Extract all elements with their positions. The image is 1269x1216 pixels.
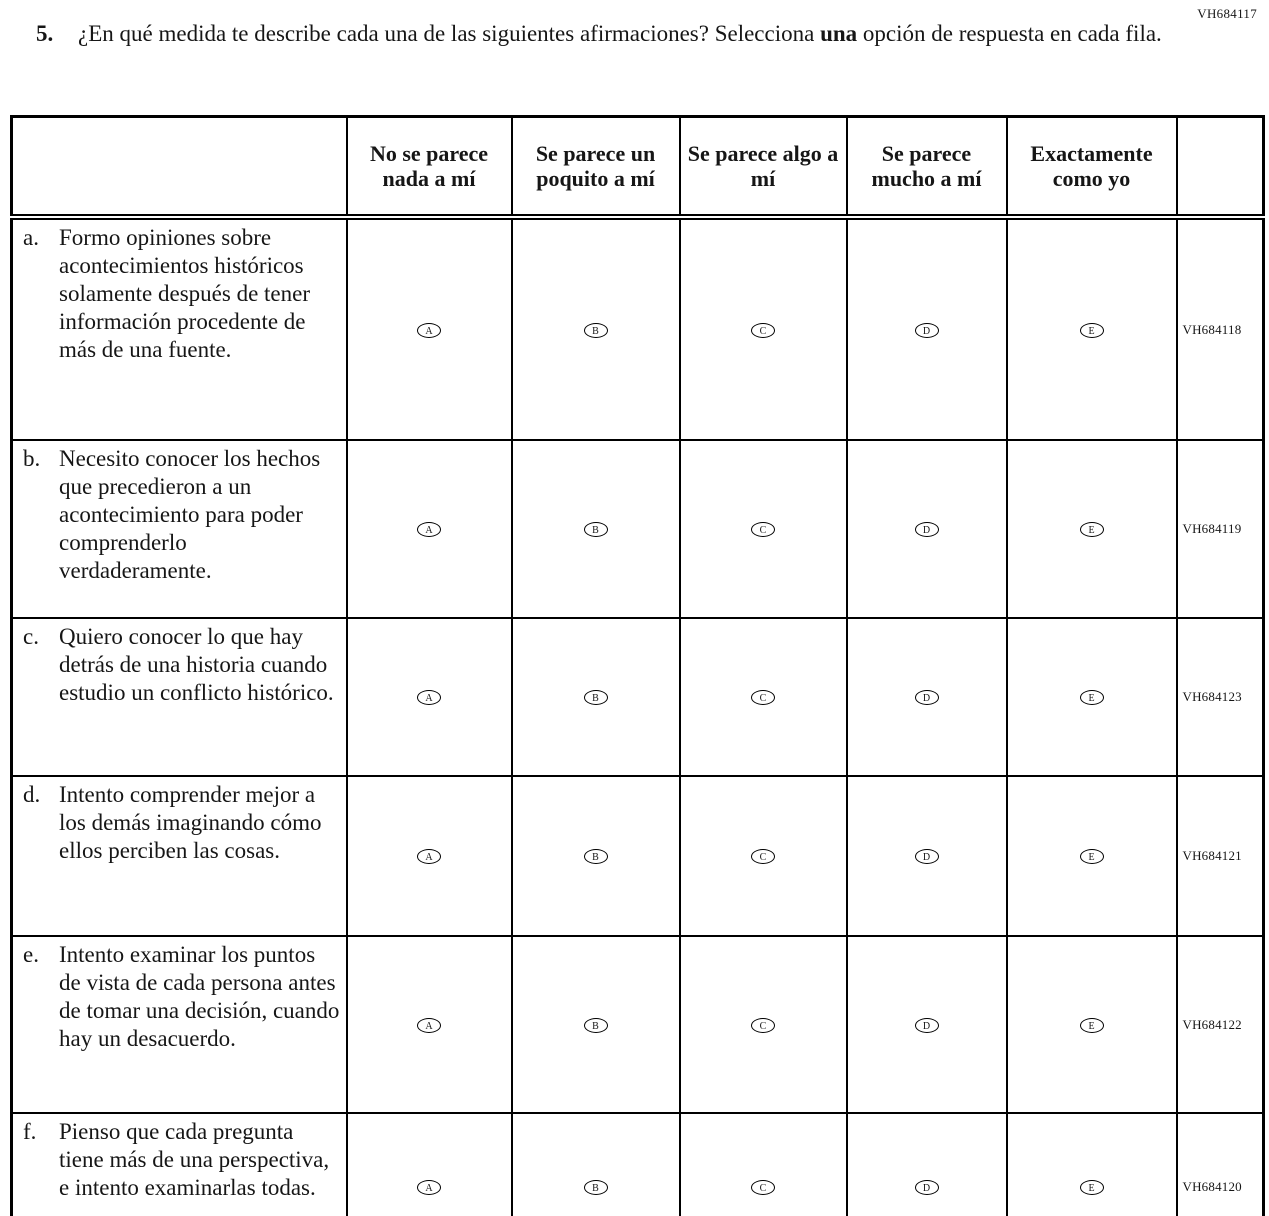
question-text	[78, 20, 1162, 49]
option-cell	[680, 618, 847, 776]
option-cell	[680, 217, 847, 440]
row-text: Formo opiniones sobre acontecimientos históricos solamente después de tener información procedente de más de una fuente.	[59, 225, 310, 363]
option-bubble-e[interactable]: E	[1080, 849, 1104, 864]
table-row-c	[12, 618, 1264, 776]
option-cell	[847, 1113, 1007, 1216]
option-cell	[347, 440, 512, 618]
option-bubble-a[interactable]: A	[417, 323, 441, 338]
option-bubble-b[interactable]: B	[584, 690, 608, 705]
row-text: Necesito conocer los hechos que precedieron a un acontecimiento para poder comprenderlo verdaderamente.	[59, 446, 321, 584]
option-cell	[1007, 440, 1177, 618]
statement-cell	[12, 217, 347, 440]
row-label: c.	[23, 624, 39, 649]
code-column-header	[1177, 117, 1264, 218]
option-cell	[1007, 936, 1177, 1113]
form-code: VH684117	[1197, 6, 1257, 21]
row-label: e.	[23, 942, 39, 967]
option-cell	[512, 776, 680, 936]
option-bubble-d[interactable]: D	[915, 1018, 939, 1033]
response-grid	[10, 115, 1265, 1216]
row-text: Intento comprender mejor a los demás imaginando cómo ellos perciben las cosas.	[59, 782, 322, 864]
row-code: VH684123	[1177, 618, 1264, 776]
question	[36, 20, 1209, 49]
option-cell	[1007, 776, 1177, 936]
statement-column-header	[12, 117, 347, 218]
table-row-e	[12, 936, 1264, 1113]
option-cell	[512, 217, 680, 440]
statement-cell	[12, 1113, 347, 1216]
option-cell	[1007, 217, 1177, 440]
option-cell	[680, 440, 847, 618]
row-label: f.	[23, 1119, 37, 1144]
statement-cell	[12, 440, 347, 618]
row-label: b.	[23, 446, 41, 471]
option-cell	[347, 618, 512, 776]
row-code: VH684122	[1177, 936, 1264, 1113]
option-cell	[512, 1113, 680, 1216]
table-row-a	[12, 217, 1264, 440]
option-bubble-e[interactable]: E	[1080, 1180, 1104, 1195]
option-cell	[512, 440, 680, 618]
option-cell	[1007, 1113, 1177, 1216]
option-bubble-e[interactable]: E	[1080, 522, 1104, 537]
row-code: VH684120	[1177, 1113, 1264, 1216]
column-header-somewhat-like-me: Se parece algo a mí	[680, 117, 847, 218]
option-bubble-a[interactable]: A	[417, 522, 441, 537]
option-cell	[847, 776, 1007, 936]
option-bubble-e[interactable]: E	[1080, 1018, 1104, 1033]
option-bubble-a[interactable]: A	[417, 1180, 441, 1195]
option-cell	[512, 618, 680, 776]
row-code: VH684121	[1177, 776, 1264, 936]
option-cell	[347, 1113, 512, 1216]
statement-cell	[12, 618, 347, 776]
option-bubble-b[interactable]: B	[584, 522, 608, 537]
option-bubble-e[interactable]: E	[1080, 690, 1104, 705]
option-cell	[680, 936, 847, 1113]
option-bubble-a[interactable]: A	[417, 849, 441, 864]
option-cell	[847, 217, 1007, 440]
option-bubble-d[interactable]: D	[915, 849, 939, 864]
option-bubble-b[interactable]: B	[584, 849, 608, 864]
option-bubble-b[interactable]: B	[584, 1018, 608, 1033]
option-cell	[847, 936, 1007, 1113]
row-label: d.	[23, 782, 41, 807]
row-text: Intento examinar los puntos de vista de cada persona antes de tomar una decisión, cuando hay un desacuerdo.	[59, 942, 340, 1052]
option-cell	[512, 936, 680, 1113]
question-number: 5.	[36, 21, 54, 46]
option-bubble-e[interactable]: E	[1080, 323, 1104, 338]
column-header-exactly-like-me: Exactamente como yo	[1007, 117, 1177, 218]
option-cell	[847, 618, 1007, 776]
statement-cell	[12, 936, 347, 1113]
row-text: Quiero conocer lo que hay detrás de una historia cuando estudio un conflicto histórico.	[59, 624, 334, 706]
question-text-before: ¿En qué medida te describe cada una de las siguientes afirmaciones? Selecciona	[78, 21, 821, 46]
table-row-f	[12, 1113, 1264, 1216]
option-cell	[347, 936, 512, 1113]
option-bubble-c[interactable]: C	[751, 323, 775, 338]
option-bubble-b[interactable]: B	[584, 323, 608, 338]
statement-cell	[12, 776, 347, 936]
option-bubble-c[interactable]: C	[751, 1018, 775, 1033]
table-row-b	[12, 440, 1264, 618]
row-code: VH684119	[1177, 440, 1264, 618]
option-cell	[1007, 618, 1177, 776]
option-bubble-c[interactable]: C	[751, 690, 775, 705]
column-header-little-like-me: Se parece un poquito a mí	[512, 117, 680, 218]
option-cell	[680, 1113, 847, 1216]
option-bubble-c[interactable]: C	[751, 849, 775, 864]
row-label: a.	[23, 225, 39, 250]
option-bubble-b[interactable]: B	[584, 1180, 608, 1195]
option-cell	[680, 776, 847, 936]
row-text: Pienso que cada pregunta tiene más de una perspectiva, e intento examinarlas todas.	[59, 1119, 330, 1201]
option-bubble-c[interactable]: C	[751, 522, 775, 537]
row-code: VH684118	[1177, 217, 1264, 440]
option-bubble-d[interactable]: D	[915, 522, 939, 537]
option-bubble-c[interactable]: C	[751, 1180, 775, 1195]
header-row	[12, 117, 1264, 218]
option-cell	[347, 217, 512, 440]
option-bubble-a[interactable]: A	[417, 690, 441, 705]
table-row-d	[12, 776, 1264, 936]
question-text-bold: una	[820, 21, 858, 46]
option-cell	[847, 440, 1007, 618]
column-header-much-like-me: Se parece mucho a mí	[847, 117, 1007, 218]
option-bubble-d[interactable]: D	[915, 323, 939, 338]
option-bubble-d[interactable]: D	[915, 690, 939, 705]
column-header-not-like-me: No se parece nada a mí	[347, 117, 512, 218]
option-cell	[347, 776, 512, 936]
option-bubble-a[interactable]: A	[417, 1018, 441, 1033]
question-text-after: opción de respuesta en cada fila.	[857, 21, 1162, 46]
option-bubble-d[interactable]: D	[915, 1180, 939, 1195]
